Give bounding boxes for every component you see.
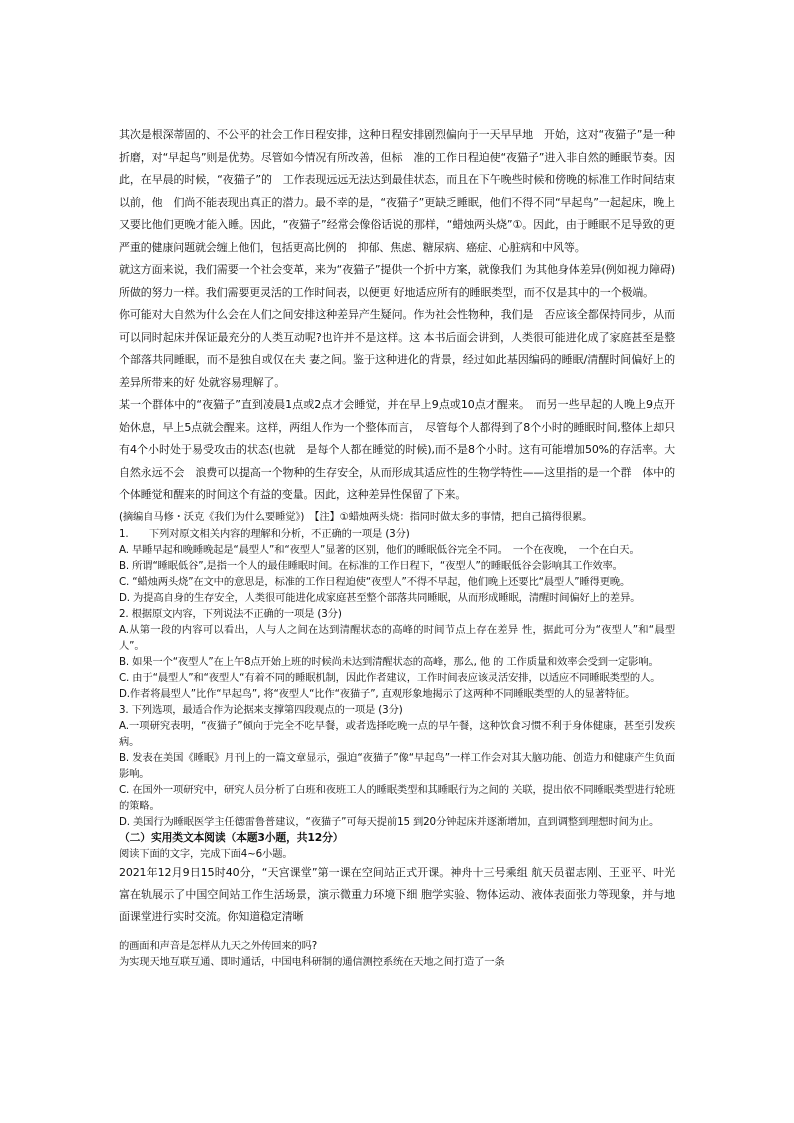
section-2-instruction: 阅读下面的文字，完成下面4~6小题。 bbox=[119, 847, 293, 860]
document-body bbox=[119, 124, 675, 970]
passage-paragraph-3: 你可能对大自然为什么会在人们之间安排这种差异产生疑问。作为社会性物种，我们是 否应该全都保持同步，从而可以同时起床并保证最充分的人类互动呢?也许并不是这样。这 本书后面会讲到，人类很可能进化成了家庭甚至是整个部落共同睡眠，而不是独自或仅在夫 妻之间。鉴于这种进化的背景，经过如此基因编码的睡眠/清醒时间偏好上的差异所带来的好 处就容易理解了。 bbox=[119, 308, 675, 389]
question-1-stem: 1. 下列对原文相关内容的理解和分析，不正确的一项是 (3分) bbox=[119, 527, 410, 540]
source-note: (摘编自马修・沃克《我们为什么要睡觉》) 【注】①蜡烛两头烧：指同时做太多的事情，把自己搞得很累。 bbox=[119, 510, 593, 523]
question-3-option-a: A.一项研究表明，“夜猫子”倾向于完全不吃早餐，或者选择吃晚一点的早午餐，这种饮食习惯不利于身体健康，甚至引发疾病。 bbox=[119, 719, 675, 748]
passage-paragraph-1: 其次是根深蒂固的、不公平的社会工作日程安排，这种日程安排剧烈偏向于一天早早地 开始，这对“夜猫子”是一种折磨，对“早起鸟”则是优势。尽管如今情况有所改善，但标 准的工作日程迫使“夜猫子”进入非自然的睡眠节奏。因此，在早晨的时候，“夜猫子”的 工作表现远远无法达到最佳状态，而且在下午晚些时候和傍晚的标准工作时间结束以前，他 们尚不能表现出真正的潜力。最不幸的是，“夜猫子”更缺乏睡眠，他们不得不同“早起鸟”一起起床，晚上又要比他们更晚才能入睡。因此，“夜猫子”经常会像俗话说的那样，“蜡烛两头烧”①。因此，由于睡眠不足导致的更严重的健康问题就会缠上他们，包括更高比例的 抑郁、焦虑、糖尿病、癌症、心脏病和中风等。 bbox=[119, 128, 675, 254]
question-3-option-b: B. 发表在美国《睡眠》月刊上的一篇文章显示，强迫“夜猫子”像“早起鸟”一样工作会对其大脑功能、创造力和健康产生负面影响。 bbox=[119, 751, 675, 780]
news-paragraph-1-continued: 的画面和声音是怎样从九天之外传回来的吗? bbox=[119, 939, 318, 952]
question-1-option-c: C. “蜡烛两头烧”在文中的意思是，标准的工作日程迫使“夜型人”不得不早起，他们晚上还要比“晨型人”睡得更晚。 bbox=[119, 575, 631, 588]
question-2-option-a: A.从第一段的内容可以看出，人与人之间在达到清醒状态的高峰的时间节点上存在差异 性，据此可分为“夜型人”和“晨型人”。 bbox=[119, 623, 675, 652]
passage-paragraph-4: 某一个群体中的“夜猫子”直到凌晨1点或2点才会睡觉，并在早上9点或10点才醒来。 而另一些早起的人晚上9点开始休息，早上5点就会醒来。这样，两组人作为一个整体而言， 尽管每个人都得到了8个小时的睡眠时间,整体上却只有4个小时处于易受攻击的状态(也就 是每个人都在睡觉的时候),而不是8个小时。这有可能增加50%的存活率。大自然永远不会 浪费可以提高一个物种的生存安全，从而形成其适应性的生物学特性——这里指的是一个群 体中的个体睡觉和醒来的时间这个有益的变量。因此，这种差异性保留了下来。 bbox=[119, 398, 675, 501]
blank-gap bbox=[119, 928, 675, 938]
question-2-stem: 2. 根据原文内容，下列说法不正确的一项是 (3分) bbox=[119, 607, 342, 620]
question-3-option-c: C. 在国外一项研究中，研究人员分析了白班和夜班工人的睡眠类型和其睡眠行为之间的 关联，提出依不同睡眠类型进行轮班的策略。 bbox=[119, 783, 675, 812]
question-1-option-d: D. 为提高自身的生存安全，人类很可能进化成家庭甚至整个部落共同睡眠，从而形成睡眠，清醒时间偏好上的差异。 bbox=[119, 591, 641, 604]
section-2-heading: （二）实用类文本阅读（本题3小题，共12分） bbox=[119, 830, 344, 844]
question-2-option-d: D.作者将晨型人”比作“早起鸟”, 将“夜型人“比作“夜猫子”, 直观形象地揭示了这两种不同睡眠类型的人的显著特征。 bbox=[119, 687, 636, 700]
news-paragraph-2: 为实现天地互联互通、即时通话，中国电科研制的通信测控系统在天地之间打造了一条 bbox=[119, 955, 505, 968]
question-2-option-c: C. 由于“晨型人”和“夜型人“有着不同的睡眠机制，因此作者建议，工作时间表应该灵活安排，以适应不同睡眠类型的人。 bbox=[119, 671, 661, 684]
question-1-option-b: B. 所谓“睡眠低谷”,是指一个人的最佳睡眠时间。在标准的工作日程下，“夜型人”的睡眠低谷会影响其工作效率。 bbox=[119, 559, 623, 572]
question-2-option-b: B. 如果一个“夜型人”在上午8点开始上班的时候尚未达到清醒状态的高峰，那么, 他 的 工作质量和效率会受到一定影响。 bbox=[119, 655, 659, 668]
question-3-stem: 3. 下列选项，最适合作为论据来支撑第四段观点的一项是 (3分) bbox=[119, 703, 403, 716]
question-1-option-a: A. 早睡早起和晚睡晚起是“晨型人”和“夜型人”显著的区别，他们的睡眠低谷完全不同。 一个在夜晚， 一个在白天。 bbox=[119, 543, 640, 556]
passage-paragraph-2: 就这方面来说，我们需要一个社会变革，来为“夜猫子”提供一个折中方案，就像我们 为其他身体差异(例如视力障碍)所做的努力一样。我们需要更灵活的工作时间表，以便更 好地适应所有的睡眠类型，而不仅是其中的一个极端。 bbox=[119, 263, 675, 299]
news-paragraph-1: 2021年12月9日15时40分，“天宫课堂”第一课在空间站正式开课。神舟十三号乘组 航天员翟志刚、王亚平、叶光富在轨展示了中国空间站工作生活场景，演示微重力环境下细 胞学实验、物体运动、液体表面张力等现象，并与地面课堂进行实时交流。你知道稳定清晰 bbox=[119, 865, 675, 923]
question-3-option-d: D. 美国行为睡眠医学主任德雷鲁普建议，“夜猫子”可每天提前15 到20分钟起床并逐渐增加，直到调整到理想时间为止。 bbox=[119, 815, 660, 828]
